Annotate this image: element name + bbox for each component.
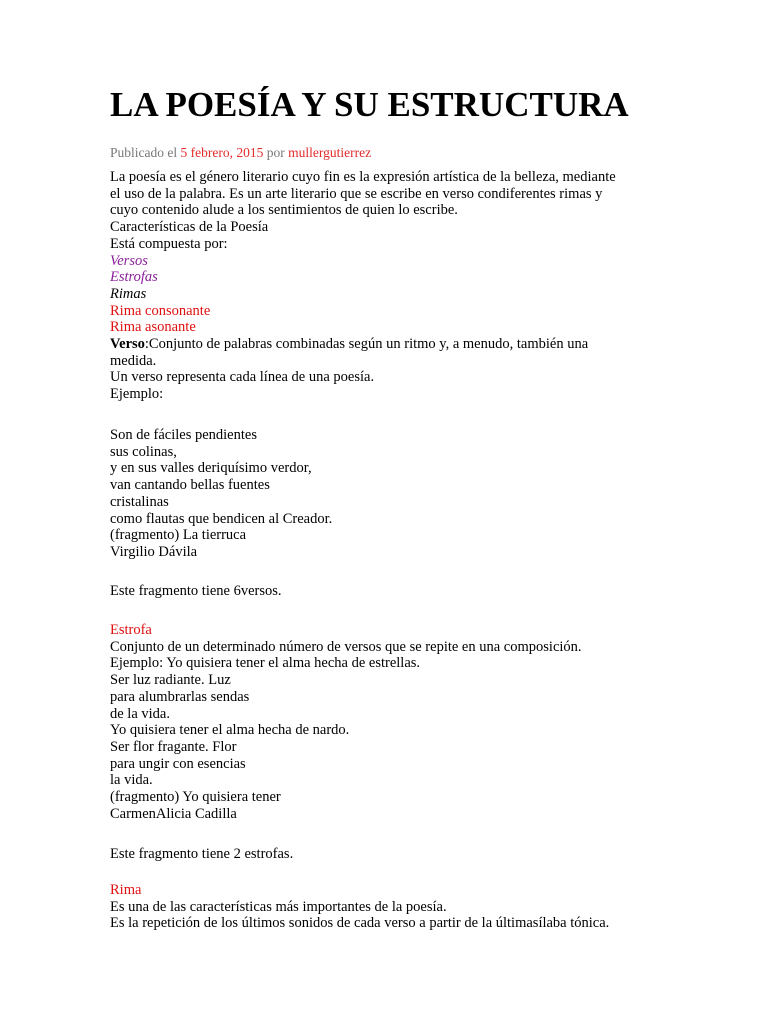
author-link[interactable]: mullergutierrez <box>288 145 372 160</box>
rimas-label: Rimas <box>110 285 147 302</box>
poem-line: van cantando bellas fuentes <box>110 477 270 494</box>
verse-count-note: Este fragmento tiene 6versos. <box>110 583 282 599</box>
poem-line: cristalinas <box>110 493 169 510</box>
estrofa-line: para alumbrarlas sendas <box>110 688 250 705</box>
verso-term: Verso <box>110 336 145 353</box>
intro-line: La poesía es el género literario cuyo fin es la expresión artística de la belleza, mediante <box>110 169 616 185</box>
rima-line: Es la repetición de los últimos sonidos de cada verso a partir de la últimasílaba tónica. <box>110 915 610 932</box>
intro-line: Características de la Poesía <box>110 219 269 236</box>
estrofa-line: Ejemplo: Yo quisiera tener el alma hecha de estrellas. <box>110 655 421 672</box>
versos-link[interactable]: Versos <box>110 252 148 269</box>
rima-line: Es una de las características más importantes de la poesía. <box>110 898 447 915</box>
poem-line: Virgilio Dávila <box>110 543 198 560</box>
estrofa-line: para ungir con esencias <box>110 755 246 772</box>
by-label: por <box>266 145 285 160</box>
rima-asonante-link[interactable]: Rima asonante <box>110 319 196 336</box>
estrofa-line: Ser flor fragante. Flor <box>110 738 237 755</box>
poem-line: como flautas que bendicen al Creador. <box>110 510 333 527</box>
estrofa-line: Conjunto de un determinado número de versos que se repite en una composición. <box>110 638 582 655</box>
intro-line: el uso de la palabra. Es un arte literario que se escribe en verso condiferentes rimas y <box>110 185 603 202</box>
published-label: Publicado el <box>110 145 178 160</box>
estrofa-line: (fragmento) Yo quisiera tener <box>110 789 281 806</box>
post-meta <box>110 145 371 161</box>
page-title: LA POESÍA Y SU ESTRUCTURA <box>110 85 629 124</box>
estrofa-line: Yo quisiera tener el alma hecha de nardo. <box>110 722 350 739</box>
estrofa-line: de la vida. <box>110 705 170 722</box>
poem-line: y en sus valles deriquísimo verdor, <box>110 460 312 477</box>
rima-consonante-link[interactable]: Rima consonante <box>110 302 211 319</box>
estrofa-line: la vida. <box>110 772 153 789</box>
verso-description: Un verso representa cada línea de una poesía. <box>110 369 375 386</box>
estrofa-section <box>110 622 670 822</box>
verso-definition <box>110 336 670 353</box>
estrofa-heading: Estrofa <box>110 622 152 638</box>
estrofa-count-note: Este fragmento tiene 2 estrofas. <box>110 846 294 862</box>
intro-line: cuyo contenido alude a los sentimientos de quien lo escribe. <box>110 202 458 219</box>
example-label: Ejemplo: <box>110 386 164 403</box>
poem-line: Son de fáciles pendientes <box>110 427 257 443</box>
rima-heading: Rima <box>110 882 142 898</box>
estrofa-line: CarmenAlicia Cadilla <box>110 805 237 822</box>
intro-section <box>110 169 670 403</box>
date-link[interactable]: 5 febrero, 2015 <box>180 145 264 160</box>
poem-example-1 <box>110 427 670 561</box>
rima-section <box>110 882 670 932</box>
poem-line: sus colinas, <box>110 443 177 460</box>
estrofas-link[interactable]: Estrofas <box>110 269 158 286</box>
poem-1-note <box>110 583 670 600</box>
verso-definition-text: :Conjunto de palabras combinadas según un ritmo y, a menudo, también una <box>144 336 589 353</box>
estrofa-note-block <box>110 846 670 863</box>
estrofa-line: Ser luz radiante. Luz <box>110 672 231 689</box>
poem-line: (fragmento) La tierruca <box>110 527 247 544</box>
verso-definition-line: medida. <box>110 352 157 369</box>
intro-line: Está compuesta por: <box>110 235 228 252</box>
